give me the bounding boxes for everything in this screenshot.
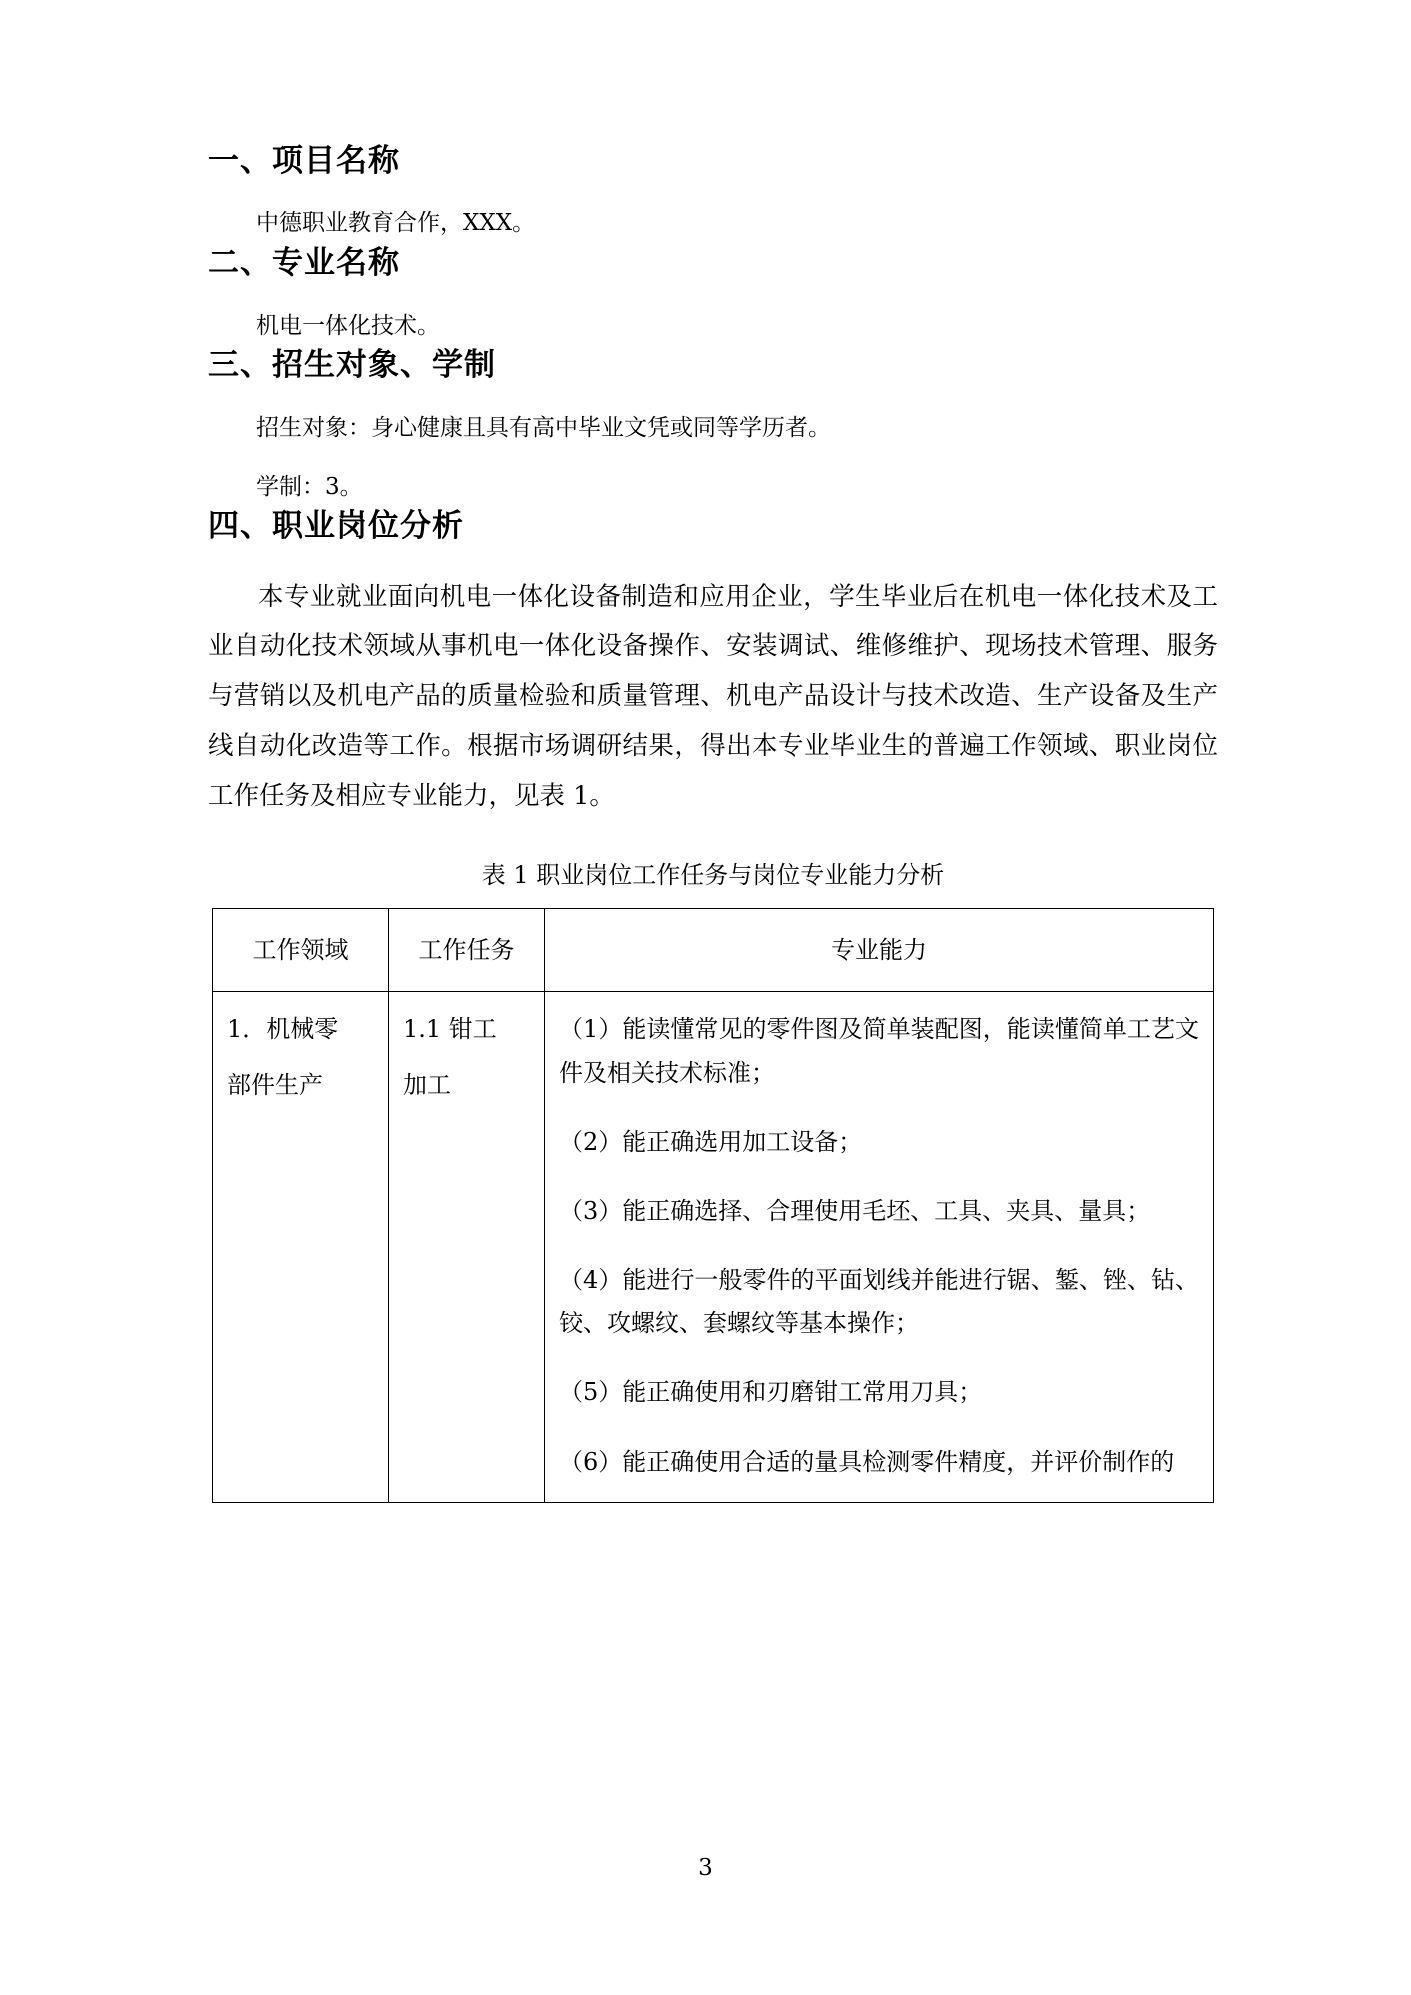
- work-task-line-2: 加工: [403, 1071, 451, 1100]
- table-row: [213, 992, 1214, 1503]
- section-heading-2: 二、专业名称: [208, 245, 400, 282]
- section-3-paragraph-1: 招生对象：身心健康且具有高中毕业文凭或同等学历者。: [256, 414, 831, 441]
- table-caption: 表 1 职业岗位工作任务与岗位专业能力分析: [481, 861, 945, 890]
- work-field-line-2: 部件生产: [227, 1071, 323, 1100]
- page-content: [208, 140, 1218, 1503]
- ability-item-3: （3）能正确选择、合理使用毛坯、工具、夹具、量具；: [559, 1196, 1151, 1225]
- ability-item-6: （6）能正确使用合适的量具检测零件精度，并评价制作的: [559, 1447, 1175, 1476]
- cell-work-task: [389, 992, 545, 1503]
- section-4-body: 本专业就业面向机电一体化设备制造和应用企业，学生毕业后在机电一体化技术及工业自动化技术领域从事机电一体化设备操作、安装调试、维修维护、现场技术管理、服务与营销以及机电产品的质量检验和质量管理、机电产品设计与技术改造、生产设备及生产线自动化改造等工作。根据市场调研结果，得出本专业毕业生的普遍工作领域、职业岗位工作任务及相应专业能力，见表 1。: [208, 581, 1218, 811]
- work-field-line-1: 1．机械零: [227, 1015, 339, 1044]
- table-header-work-task: 工作任务: [389, 909, 545, 992]
- cell-work-field: [213, 992, 389, 1503]
- work-task-line-1: 1.1 钳工: [403, 1015, 497, 1044]
- table-header-row: [213, 909, 1214, 992]
- section-heading-3: 三、招生对象、学制: [208, 347, 496, 384]
- section-heading-4: 四、职业岗位分析: [208, 508, 464, 545]
- section-2-paragraph: 机电一体化技术。: [256, 312, 440, 339]
- section-heading-1: 一、项目名称: [208, 143, 400, 179]
- ability-item-5: （5）能正确使用和刃磨钳工常用刀具；: [559, 1378, 983, 1407]
- job-analysis-table: [212, 908, 1214, 1503]
- table-header-abilities: 专业能力: [545, 909, 1214, 992]
- cell-abilities: [545, 992, 1214, 1503]
- section-1-paragraph: 中德职业教育合作，XXX。: [256, 210, 536, 237]
- ability-item-2: （2）能正确选用加工设备；: [559, 1127, 863, 1156]
- ability-item-1: （1）能读懂常见的零件图及简单装配图，能读懂简单工艺文件及相关技术标准；: [559, 1015, 1199, 1087]
- table-header-work-field: 工作领域: [213, 909, 389, 992]
- ability-item-4: （4）能进行一般零件的平面划线并能进行锯、錾、锉、钻、铰、攻螺纹、套螺纹等基本操作；: [559, 1266, 1199, 1338]
- section-3-paragraph-2: 学制：3。: [256, 473, 363, 500]
- page-number: 3: [698, 1855, 713, 1881]
